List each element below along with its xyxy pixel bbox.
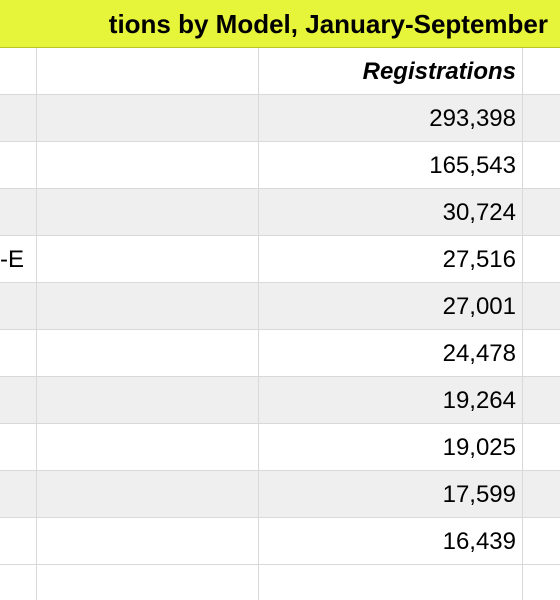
model-cell[interactable] [0, 189, 37, 235]
registrations-cell[interactable] [259, 142, 523, 188]
cell[interactable] [37, 142, 259, 188]
table-row [0, 377, 560, 424]
model-cell[interactable] [0, 377, 37, 423]
model-cell[interactable] [0, 330, 37, 376]
registrations-header-cell[interactable] [259, 48, 523, 94]
cell[interactable] [523, 189, 560, 235]
registrations-column-header: Registrations [362, 58, 516, 85]
cell[interactable] [523, 330, 560, 376]
sheet-title: tions by Model, January-September [108, 9, 548, 39]
cell[interactable] [37, 424, 259, 470]
registrations-cell[interactable] [259, 518, 523, 564]
cell[interactable] [37, 189, 259, 235]
table-row [0, 471, 560, 518]
table-row [0, 189, 560, 236]
table-row [0, 95, 560, 142]
cell[interactable] [0, 565, 37, 600]
cell[interactable] [523, 95, 560, 141]
registrations-value: 165,543 [429, 152, 516, 179]
empty-row [0, 565, 560, 600]
model-header-cell[interactable] [37, 48, 259, 94]
model-name: -E [0, 246, 24, 273]
table-row [0, 424, 560, 471]
cell[interactable] [523, 48, 560, 94]
model-cell[interactable] [0, 283, 37, 329]
registrations-cell[interactable] [259, 236, 523, 282]
cell[interactable] [523, 518, 560, 564]
cell[interactable] [523, 424, 560, 470]
registrations-value: 19,264 [442, 387, 516, 414]
header-row [0, 48, 560, 95]
registrations-value: 27,001 [442, 293, 516, 320]
registrations-value: 293,398 [429, 105, 516, 132]
table-row [0, 330, 560, 377]
registrations-value: 17,599 [442, 481, 516, 508]
cell[interactable] [37, 471, 259, 517]
cell[interactable] [0, 48, 37, 94]
cell[interactable] [523, 236, 560, 282]
cell[interactable] [523, 471, 560, 517]
registrations-value: 19,025 [442, 434, 516, 461]
table-row [0, 142, 560, 189]
cell[interactable] [37, 518, 259, 564]
table-row [0, 236, 560, 283]
cell[interactable] [37, 565, 259, 600]
registrations-value: 30,724 [442, 199, 516, 226]
cell[interactable] [259, 565, 523, 600]
cell[interactable] [523, 377, 560, 423]
registrations-cell[interactable] [259, 471, 523, 517]
registrations-cell[interactable] [259, 283, 523, 329]
cell[interactable] [523, 142, 560, 188]
registrations-cell[interactable] [259, 189, 523, 235]
table-row [0, 518, 560, 565]
table-row [0, 283, 560, 330]
registrations-value: 16,439 [442, 528, 516, 555]
registrations-cell[interactable] [259, 424, 523, 470]
cell[interactable] [37, 95, 259, 141]
cell[interactable] [523, 283, 560, 329]
cell[interactable] [37, 330, 259, 376]
cell[interactable] [37, 283, 259, 329]
model-cell[interactable] [0, 518, 37, 564]
cell[interactable] [37, 377, 259, 423]
model-cell[interactable] [0, 142, 37, 188]
registrations-cell[interactable] [259, 95, 523, 141]
cell[interactable] [37, 236, 259, 282]
model-cell[interactable] [0, 236, 37, 282]
registrations-value: 24,478 [442, 340, 516, 367]
title-bar[interactable] [0, 0, 560, 48]
registrations-value: 27,516 [442, 246, 516, 273]
model-cell[interactable] [0, 95, 37, 141]
cell[interactable] [523, 565, 560, 600]
registrations-table [0, 48, 560, 600]
model-cell[interactable] [0, 471, 37, 517]
registrations-cell[interactable] [259, 377, 523, 423]
registrations-cell[interactable] [259, 330, 523, 376]
model-cell[interactable] [0, 424, 37, 470]
